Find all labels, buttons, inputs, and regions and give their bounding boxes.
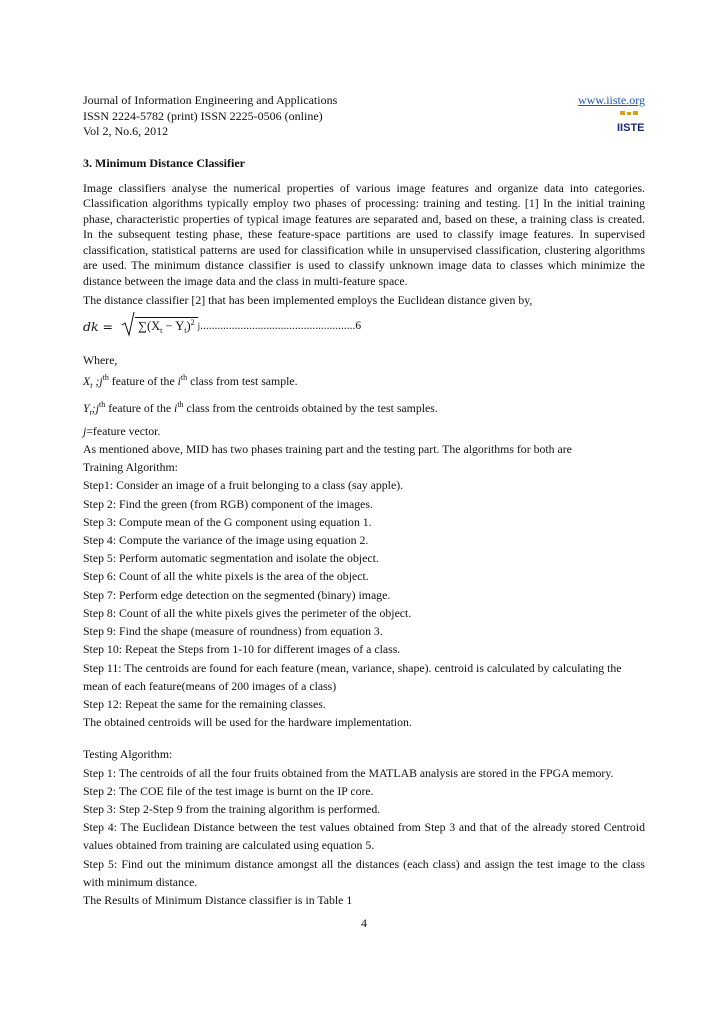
results-line: The Results of Minimum Distance classifier is in Table 1	[83, 892, 353, 907]
list-item: Step 12: Repeat the same for the remaining classes.	[83, 696, 326, 711]
website-link[interactable]: www.iiste.org	[578, 93, 645, 107]
equation-number: ......................................................6	[200, 320, 362, 333]
paper-page	[83, 93, 645, 930]
list-item: Step1: Consider an image of a fruit belonging to a class (say apple).	[83, 478, 404, 493]
list-item: Step 7: Perform edge detection on the segmented (binary) image.	[83, 587, 391, 602]
equation-lhs: dk =	[83, 318, 114, 334]
intro-paragraph: Image classifiers analyse the numerical properties of various image features and organize data into categories. Classification algorithms typically employ two phases of processing: training and testing. [1] In the initial training phase, characteristic properties of typical image features are separated and, based on these, a training class is created. In the subsequent testing phase, these feature-space partitions are used to classify image features. In supervised classification, statistical patterns are used for classification while in unsupervised classification, clustering algorithms are used. The minimum distance classifier is used to classify unknown image data to classes which minimize the distance between the image data and the class in multi-feature space.	[83, 180, 645, 289]
list-item: Step 10: Repeat the Steps from 1-10 for different images of a class.	[83, 642, 401, 657]
euclidean-equation	[83, 311, 645, 341]
distance-paragraph: The distance classifier [2] that has been implemented employs the Euclidean distance given by,	[83, 292, 533, 307]
square-root: $\sum(X_t - Y_t)^2$	[121, 317, 198, 335]
list-item: Step 6: Count of all the white pixels is the area of the object.	[83, 569, 369, 584]
list-item: Step 3: Step 2-Step 9 from the training algorithm is performed.	[83, 801, 381, 816]
list-item: Step 2: Find the green (from RGB) component of the images.	[83, 496, 373, 511]
equation-subscript-j: j	[197, 321, 201, 332]
definition-j: j=feature vector.	[83, 423, 161, 438]
list-item: Step 2: The COE file of the test image is burnt on the IP core.	[83, 783, 374, 798]
definition-y: $Y_t;j^{th}$ feature of the $i^{th}$ class from the centroids obtained by the test samples.	[83, 399, 438, 417]
list-item: Step 1: The centroids of all the four fruits obtained from the MATLAB analysis are stored in the FPGA memory.	[83, 765, 614, 780]
journal-name: Journal of Information Engineering and Applications	[83, 93, 338, 107]
journal-volume: Vol 2, No.6, 2012	[83, 124, 169, 138]
where-label: Where,	[83, 353, 118, 368]
list-item: Step 11: The centroids are found for each feature (mean, variance, shape). centroid is calculated by calculating the	[83, 660, 622, 675]
list-item: Step 9: Find the shape (measure of roundness) from equation 3.	[83, 624, 383, 639]
list-item: Step 5: Perform automatic segmentation and isolate the object.	[83, 551, 379, 566]
iiste-logo	[617, 111, 645, 135]
definition-x: $X_t$ $;j^{th}$ feature of the $i^{th}$ class from test sample.	[83, 373, 298, 391]
journal-issn: ISSN 2224-5782 (print) ISSN 2225-0506 (online)	[83, 108, 323, 123]
page-number: 4	[361, 916, 367, 930]
section-title: 3. Minimum Distance Classifier	[83, 155, 245, 170]
list-item: Step 8: Count of all the white pixels gives the perimeter of the object.	[83, 605, 412, 620]
testing-step-4: Step 4: The Euclidean Distance between the test values obtained from Step 3 and that of the already stored Centroid values obtained from training are calculated using equation 5.	[83, 820, 645, 853]
testing-title: Testing Algorithm:	[83, 747, 173, 762]
testing-steps	[83, 764, 645, 819]
list-item: mean of each feature(means of 200 images of a class)	[83, 678, 337, 693]
mention-line: As mentioned above, MID has two phases training part and the testing part. The algorithms for both are	[83, 442, 572, 457]
journal-header	[83, 93, 645, 140]
list-item: The obtained centroids will be used for the hardware implementation.	[83, 715, 412, 730]
logo-text: IISTE	[617, 122, 645, 134]
list-item: Step 4: Compute the variance of the image using equation 2.	[83, 533, 369, 548]
testing-step-5: Step 5: Find out the minimum distance amongst all the distances (each class) and assign the test image to the class with minimum distance.	[83, 856, 645, 889]
training-steps	[83, 476, 645, 731]
training-title: Training Algorithm:	[83, 460, 178, 475]
list-item: Step 3: Compute mean of the G component using equation 1.	[83, 514, 372, 529]
